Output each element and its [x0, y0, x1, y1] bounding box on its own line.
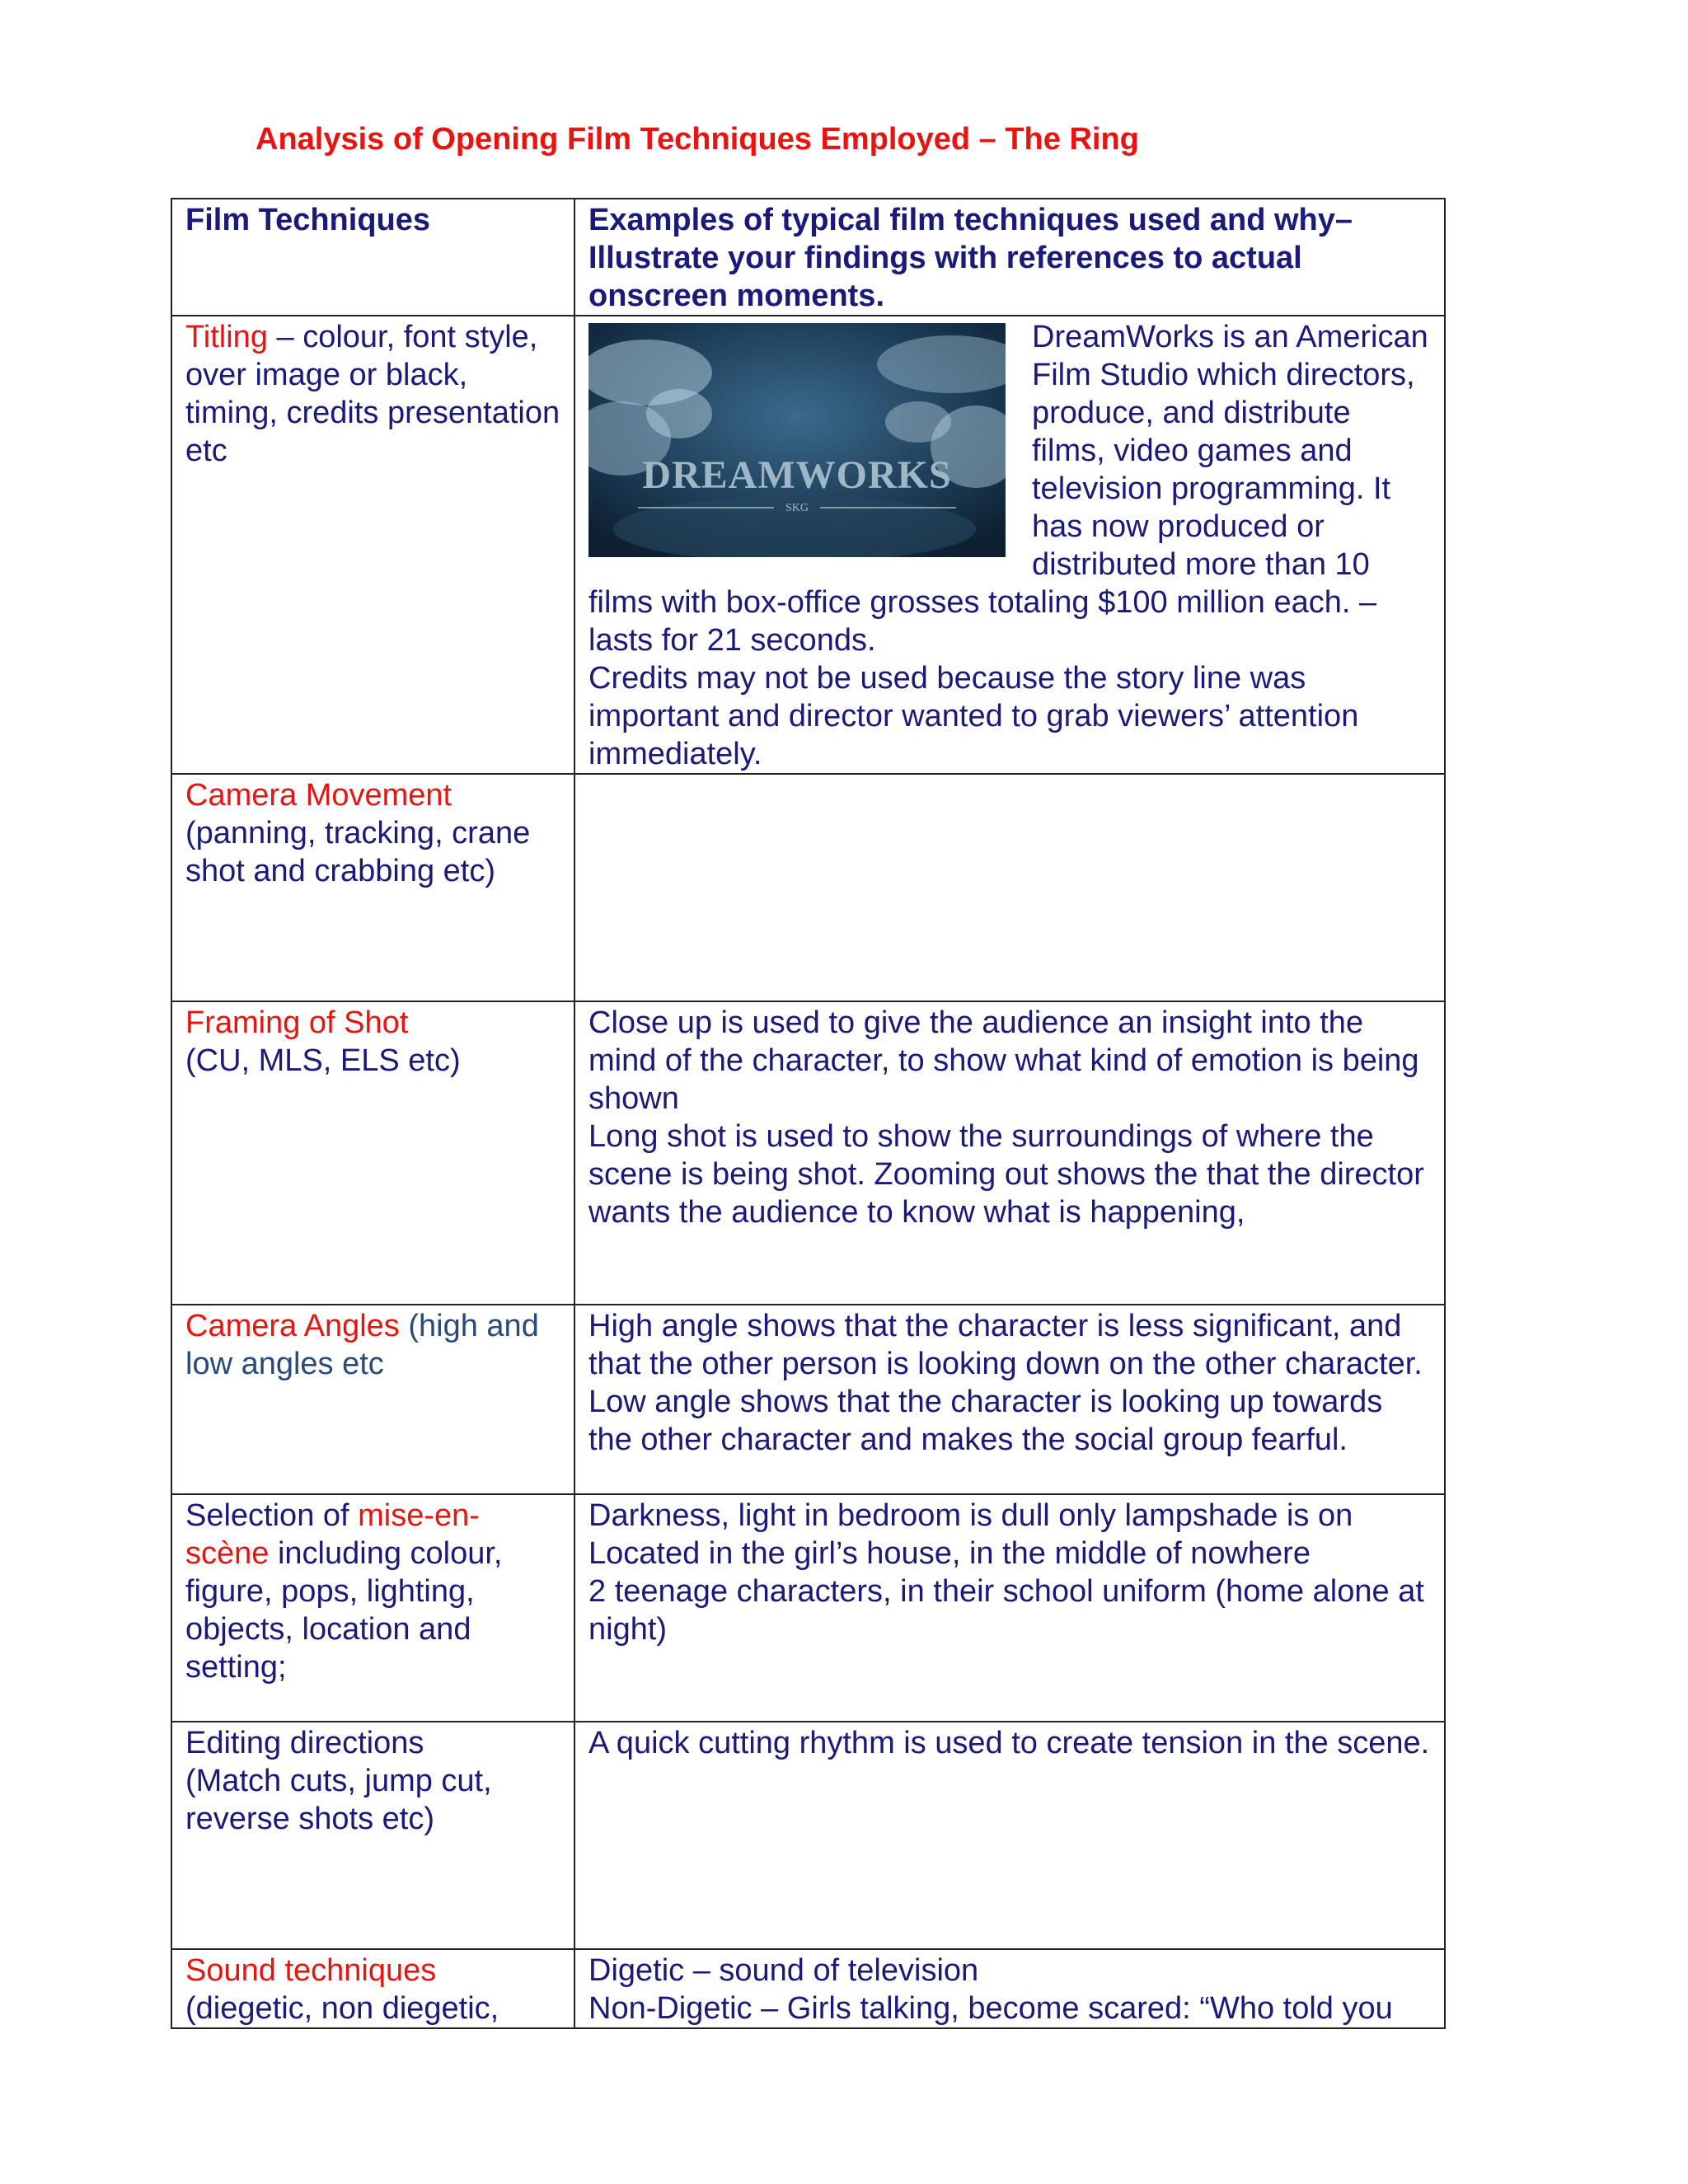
technique-cell: [171, 316, 574, 774]
technique-term: Camera Movement: [185, 778, 452, 813]
dreamworks-logo-icon: [588, 323, 1006, 557]
technique-term: Framing of Shot: [185, 1005, 409, 1040]
technique-term: Editing directions: [185, 1726, 424, 1760]
example-line: A quick cutting rhythm is used to create tension in the scene.: [588, 1726, 1430, 1760]
technique-term: mise-en-scène: [185, 1498, 480, 1571]
example-cell: [574, 1949, 1445, 2028]
example-cell: [574, 316, 1445, 774]
example-cell: [574, 1494, 1445, 1722]
technique-desc: (CU, MLS, ELS etc): [185, 1043, 461, 1078]
svg-text:DREAMWORKS: DREAMWORKS: [642, 453, 952, 497]
page-title: Analysis of Opening Film Techniques Employed – The Ring: [256, 122, 1139, 157]
technique-cell: [171, 1949, 574, 2028]
technique-desc: (Match cuts, jump cut, reverse shots etc): [185, 1764, 492, 1836]
technique-cell: [171, 1494, 574, 1722]
example-line: DreamWorks is an American Film Studio which directors, produce, and distribute films, video games and television programming. It has now produced or distributed more than 10 films with box-office grosses totaling $100 million each. – lasts for 21 seconds.: [588, 320, 1428, 658]
example-line: Credits may not be used because the story line was important and director wanted to grab viewers’ attention immediately.: [588, 661, 1359, 771]
technique-desc: – colour, font style, over image or black, timing, credits presentation etc: [185, 320, 560, 468]
dreamworks-logo-image: [588, 323, 1006, 557]
table-header-row: [171, 199, 1445, 316]
technique-cell: [171, 1001, 574, 1305]
svg-text:SKG: SKG: [785, 502, 809, 514]
table-row-camera-angles: [171, 1305, 1445, 1494]
technique-desc: (panning, tracking, crane shot and crabbing etc): [185, 816, 531, 888]
example-line: Close up is used to give the audience an insight into the mind of the character, to show what kind of emotion is being shown: [588, 1005, 1419, 1116]
example-line: Long shot is used to show the surroundings of where the scene is being shot. Zooming out shows the that the director wants the audience to know what is happening,: [588, 1119, 1424, 1230]
techniques-table: [171, 198, 1446, 2029]
example-line: Digetic – sound of television: [588, 1953, 979, 1988]
table-row-sound: [171, 1949, 1445, 2028]
technique-cell: [171, 1722, 574, 1949]
table-row-mise-en-scene: [171, 1494, 1445, 1722]
header-examples: Examples of typical film techniques used and why– Illustrate your findings with references to actual onscreen moments.: [574, 199, 1445, 316]
example-line: Non-Digetic – Girls talking, become scared: “Who told you: [588, 1991, 1393, 2026]
example-cell: [574, 1001, 1445, 1305]
example-cell: [574, 774, 1445, 1001]
technique-cell: [171, 1305, 574, 1494]
example-cell: [574, 1305, 1445, 1494]
table-row-editing: [171, 1722, 1445, 1949]
example-line: 2 teenage characters, in their school uniform (home alone at night): [588, 1574, 1424, 1647]
example-line: Located in the girl’s house, in the middle of nowhere: [588, 1536, 1311, 1571]
technique-term: Titling: [185, 320, 268, 354]
technique-desc: (high and low angles etc: [185, 1309, 539, 1381]
table-row-framing: [171, 1001, 1445, 1305]
example-cell: [574, 1722, 1445, 1949]
technique-desc: (diegetic, non diegetic,: [185, 1991, 499, 2026]
technique-desc: including colour, figure, pops, lighting, objects, location and setting;: [185, 1536, 503, 1685]
technique-term: Sound techniques: [185, 1953, 437, 1988]
technique-term: Camera Angles: [185, 1309, 400, 1343]
technique-cell: [171, 774, 574, 1001]
table-row-titling: [171, 316, 1445, 774]
header-film-techniques: Film Techniques: [171, 199, 574, 316]
example-line: High angle shows that the character is less significant, and that the other person is looking down on the other character. Low angle shows that the character is looking up towards the other character and makes the social group fearful.: [588, 1309, 1423, 1457]
example-line: Darkness, light in bedroom is dull only lampshade is on: [588, 1498, 1353, 1533]
technique-prefix: Selection of: [185, 1498, 359, 1533]
table-row-camera-movement: [171, 774, 1445, 1001]
